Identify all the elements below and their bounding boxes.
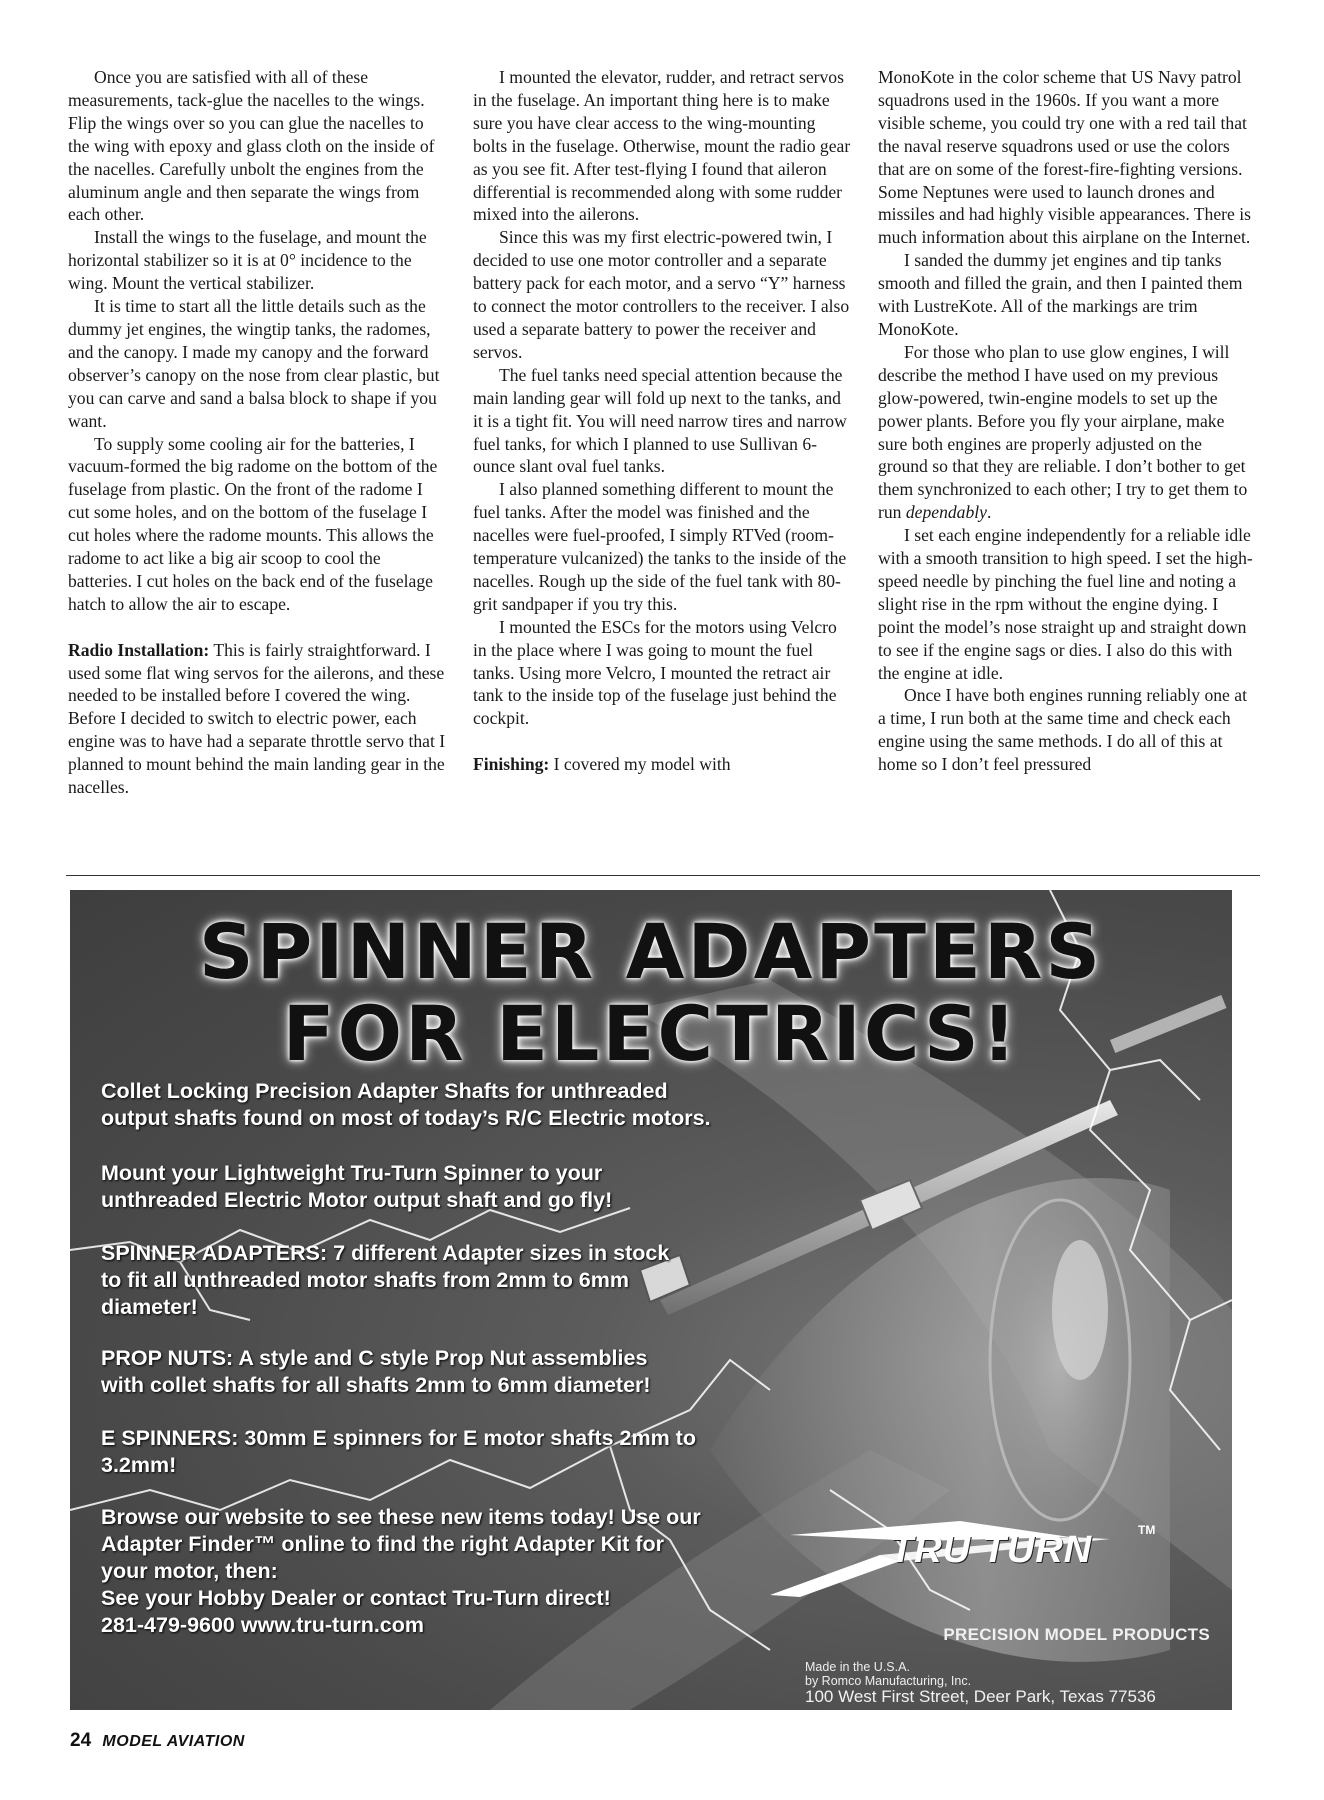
section-heading: Radio Installation: [68, 639, 210, 660]
section-heading: Finishing: [473, 754, 550, 775]
paragraph: I set each engine independently for a reliable idle with a smooth transition to high speed. I set the high-speed needle by pinching the fuel line and noting a slight rise in the rpm without the engine dying. I point the model’s nose straight up and straight down to see if the engine sags or dies. I also do this with the engine at idle. [878, 525, 1253, 683]
ad-paragraph: PROP NUTS: A style and C style Prop Nut assemblies with collet shafts for all shafts 2mm to 6mm diameter! [101, 1346, 651, 1397]
ad-paragraph: E SPINNERS: 30mm E spinners for E motor shafts 2mm to 3.2mm! [101, 1426, 696, 1477]
trademark-mark: TM [1138, 1523, 1156, 1537]
paragraph: Install the wings to the fuselage, and mount the horizontal stabilizer so it is at 0° incidence to the wing. Mount the vertical stabilizer. [68, 227, 427, 294]
article-column-1 [68, 66, 446, 866]
ad-headline: SPINNER ADAPTERS [198, 907, 1104, 996]
paragraph: The fuel tanks need special attention because the main landing gear will fold up next to the tanks, and it is a tight fit. You will need narrow tires and narrow fuel tanks, for which I planned to use Sullivan 6-ounce slant oval fuel tanks. [473, 364, 847, 477]
section-text: This is fairly straightforward. I used some flat wing servos for the ailerons, and these needed to be installed before I covered the wing. Before I decided to switch to electric power, each engine was to have had a separate throttle servo that I planned to mount behind the main landing gear in the nacelles. [68, 639, 446, 798]
finishing-paragraph [473, 753, 851, 776]
paragraph-text: . [986, 502, 992, 523]
spinner-backplate-shape [990, 1200, 1130, 1520]
page-number: 24 [70, 1730, 92, 1751]
spinner-washer-shape [1052, 1240, 1108, 1380]
paragraph: I sanded the dummy jet engines and tip tanks smooth and filled the grain, and then I painted them with LustreKote. All of the markings are trim MonoKote. [878, 250, 1243, 339]
magazine-name: MODEL AVIATION [102, 1733, 245, 1750]
paragraph: I mounted the ESCs for the motors using Velcro in the place where I was going to mount the fuel tanks. Using more Velcro, I mounted the retract air tank to the inside top of the fuselage just behind the cockpit. [473, 616, 837, 729]
ad-paragraph: SPINNER ADAPTERS: 7 different Adapter sizes in stock to fit all unthreaded motor shafts from 2mm to 6mm diameter! [101, 1241, 670, 1319]
logo-text: TRU TURN [890, 1529, 1093, 1571]
paragraph: It is time to start all the little details such as the dummy jet engines, the wingtip tanks, the radomes, and the canopy. I made my canopy and the forward observer’s canopy on the nose from clear plastic, but you can carve and sand a balsa block to shape if you want. [68, 296, 440, 431]
ad-paragraph: Browse our website to see these new items today! Use our Adapter Finder™ online to find the right Adapter Kit for your motor, then: See your Hobby Dealer or contact Tru-Turn direct! 281-479-9600 www.tru-turn.com [101, 1505, 701, 1637]
emphasis-text: dependably [905, 502, 987, 523]
company-address: 100 West First Street, Deer Park, Texas 77536 [805, 1687, 1156, 1706]
paragraph: To supply some cooling air for the batteries, I vacuum-formed the big radome on the bottom of the fuselage from plastic. On the front of the radome I cut some holes, and on the bottom of the fuselage I cut holes where the radome mounts. This allows the radome to act like a big air scoop to cool the batteries. I cut holes on the back end of the fuselage hatch to allow the air to escape. [68, 433, 438, 614]
logo-subtitle: PRECISION MODEL PRODUCTS [943, 1625, 1210, 1644]
ad-paragraph: Mount your Lightweight Tru-Turn Spinner to your unthreaded Electric Motor output shaft and go fly! [101, 1161, 613, 1212]
paragraph-text: For those who plan to use glow engines, I will describe the method I have used on my previous glow-powered, twin-engine models to set up the power plants. Before you fly your airplane, make sure both engines are properly adjusted on the ground so that they are reliable. I don’t bother to get them synchronized to each other; I try to get them to run [878, 341, 1248, 523]
made-in-text: Made in the U.S.A. by Romco Manufacturing, Inc. [805, 1660, 972, 1688]
tru-turn-logo [770, 1515, 1210, 1605]
paragraph [878, 341, 1256, 524]
paragraph: MonoKote in the color scheme that US Navy patrol squadrons used in the 1960s. If you want a more visible scheme, you could try one with a red tail that the naval reserve squadrons used or use the colors that are on some of the forest-fire-fighting versions. Some Neptunes were used to launch drones and missiles and had highly visible appearances. There is much information about this airplane on the Internet. [878, 67, 1251, 248]
paragraph: Once you are satisfied with all of these measurements, tack-glue the nacelles to the wings. Flip the wings over so you can glue the nacelles to the wing with epoxy and glass cloth on the inside of the nacelles. Carefully unbolt the engines from the aluminum angle and then separate the wings from each other. [68, 67, 435, 225]
article-column-3 [878, 66, 1256, 866]
paragraph: Since this was my first electric-powered twin, I decided to use one motor controller and a separate battery pack for each motor, and a servo “Y” harness to connect the motor controllers to the receiver. I also used a separate battery to power the receiver and servos. [473, 227, 850, 362]
article-column-2 [473, 66, 851, 866]
ad-headline: FOR ELECTRICS! [282, 989, 1020, 1078]
page-footer [70, 1730, 245, 1752]
radio-installation-paragraph [68, 639, 446, 799]
article-columns [68, 66, 1256, 866]
paragraph: I mounted the elevator, rudder, and retract servos in the fuselage. An important thing here is to make sure you have clear access to the wing-mounting bolts in the fuselage. Otherwise, mount the radio gear as you see fit. After test-flying I found that aileron differential is recommended along with some rudder mixed into the ailerons. [473, 67, 851, 225]
divider-rule [66, 875, 1260, 876]
paragraph: Once I have both engines running reliably one at a time, I run both at the same time and check each engine using the same methods. I do all of this at home so I don’t feel pressured [878, 685, 1247, 775]
advertisement [70, 890, 1232, 1710]
paragraph: I also planned something different to mount the fuel tanks. After the model was finished and the nacelles were fuel-proofed, I simply RTVed (room-temperature vulcanized) the tanks to the inside of the nacelles. Rough up the side of the fuel tank with 80-grit sandpaper if you try this. [473, 479, 847, 614]
section-text: I covered my model with [549, 754, 731, 775]
ad-paragraph: Collet Locking Precision Adapter Shafts for unthreaded output shafts found on most of today’s R/C Electric motors. [101, 1079, 711, 1130]
